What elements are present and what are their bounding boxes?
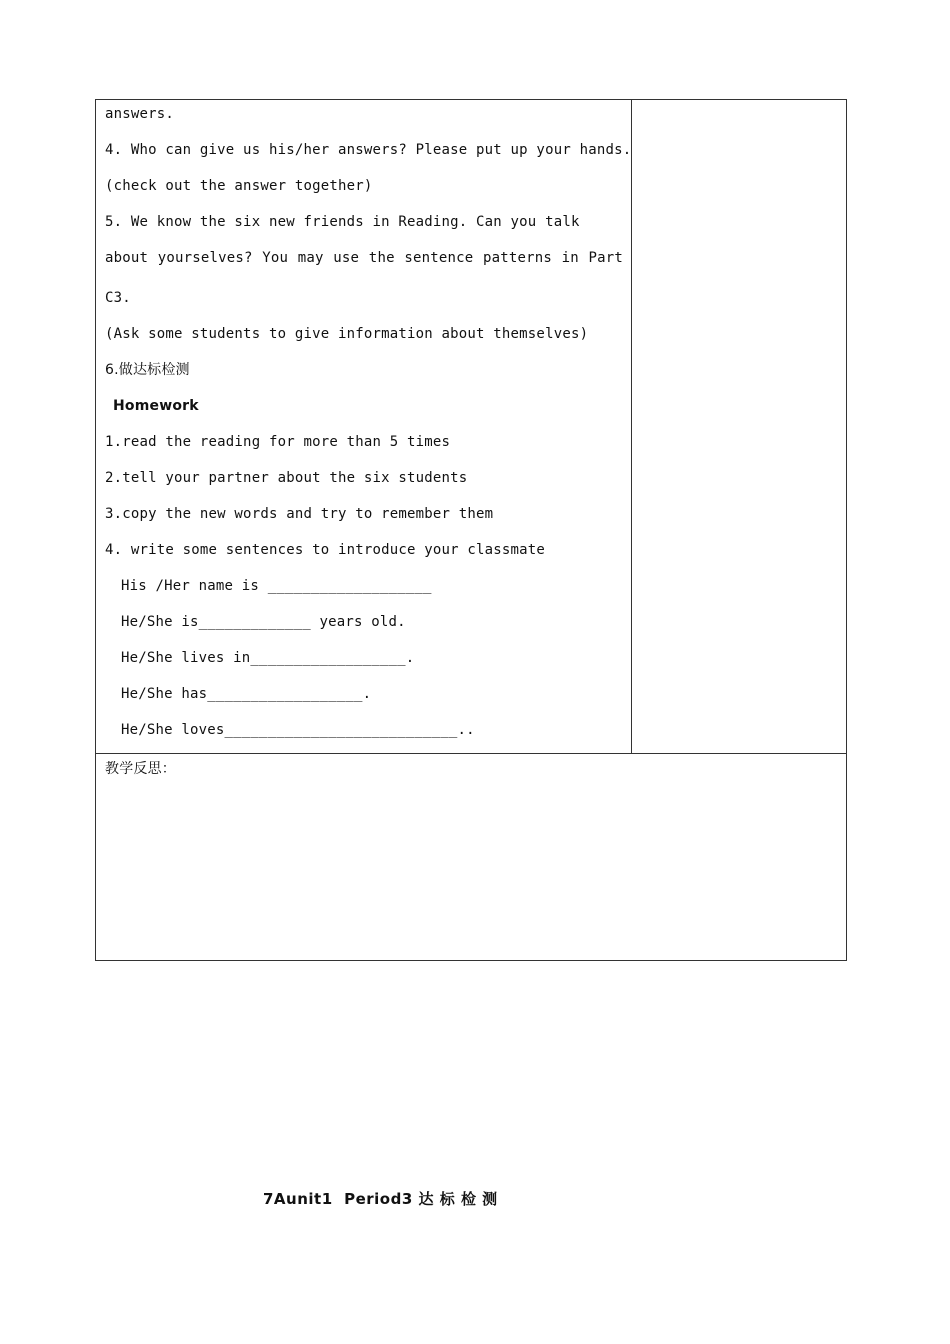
homework-item: 1.read the reading for more than 5 times [105, 434, 451, 450]
homework-item: 2.tell your partner about the six students [105, 470, 468, 486]
homework-item: 4. write some sentences to introduce your classmate [105, 542, 546, 558]
teaching-steps-cell [96, 100, 632, 754]
reflection-label: 教学反思： [105, 761, 176, 777]
fill-in-sentence: His /Her name is ___________________ [121, 578, 432, 594]
fill-in-sentence: He/She loves___________________________.. [121, 722, 475, 738]
step-line: answers. [105, 106, 175, 122]
fill-in-sentence: He/She has__________________. [121, 686, 372, 702]
step-line: 5. We know the six new friends in Reading. Can you talk [105, 214, 580, 230]
worksheet-title: 7Aunit1 Period3 达 标 检 测 [263, 1190, 498, 1208]
reflection-cell [96, 754, 846, 960]
fill-in-sentence: He/She lives in__________________. [121, 650, 415, 666]
step-line: (check out the answer together) [105, 178, 373, 194]
lesson-plan-table [95, 99, 847, 961]
notes-cell [632, 100, 846, 754]
homework-heading: Homework [113, 398, 199, 414]
fill-in-sentence: He/She is_____________ years old. [121, 614, 406, 630]
step-line: 6.做达标检测 [105, 362, 190, 378]
step-line: (Ask some students to give information about themselves) [105, 326, 589, 342]
step-line: about yourselves? You may use the sentence patterns in Part [105, 250, 623, 266]
homework-item: 3.copy the new words and try to remember them [105, 506, 494, 522]
step-line: C3. [105, 290, 131, 306]
step-line: 4. Who can give us his/her answers? Please put up your hands. [105, 142, 632, 158]
